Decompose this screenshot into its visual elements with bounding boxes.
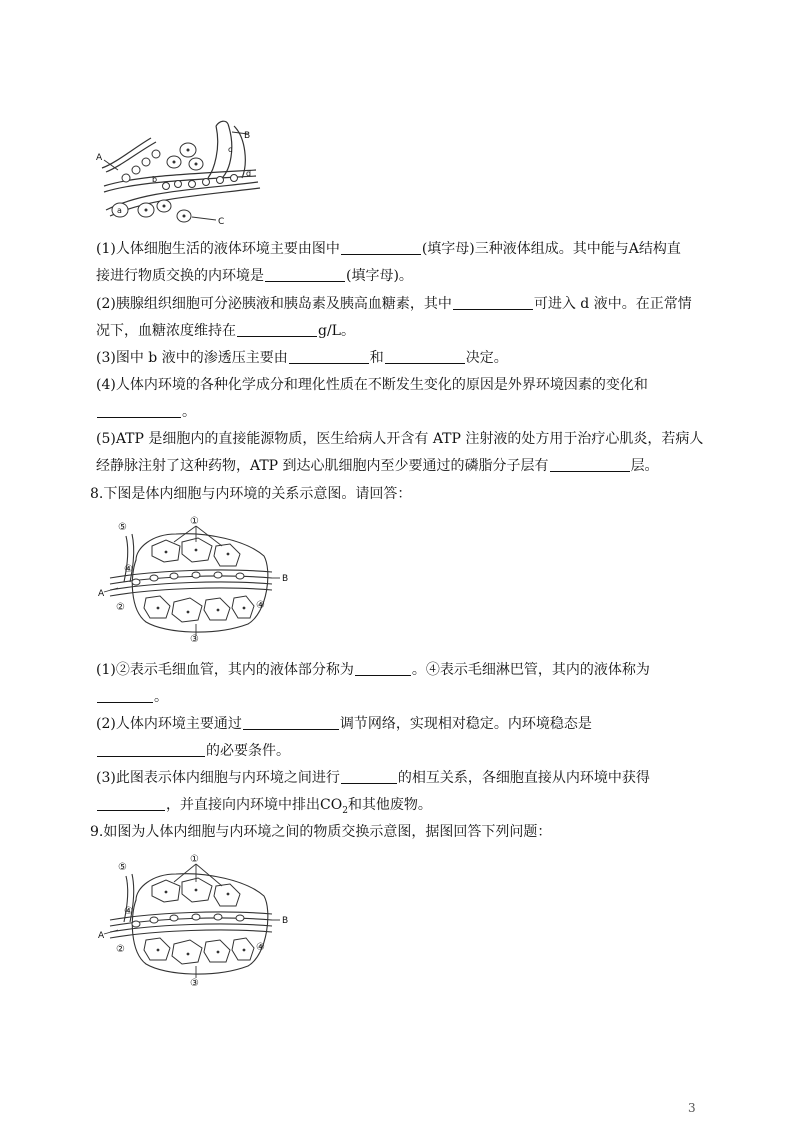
q7-part1-line1: (1)人体细胞生活的液体环境主要由图中 (填字母)三种液体组成。其中能与A结构直 (96, 241, 681, 257)
label-B: B (282, 574, 289, 584)
page-number: 3 (688, 1101, 696, 1115)
label-2: ② (116, 944, 125, 955)
q9-stem: 9.如图为人体内细胞与内环境之间的物质交换示意图，据图回答下列问题： (90, 824, 552, 840)
label-c: c (228, 145, 233, 154)
label-A: A (98, 931, 105, 941)
label-4-top: ④ (124, 906, 133, 917)
label-4: ④ (256, 600, 265, 611)
answer-blank[interactable] (341, 769, 397, 784)
figure-tissue-fluid-diagram (96, 118, 276, 228)
answer-blank[interactable] (453, 295, 533, 310)
q7-part4-line2: 。 (96, 403, 196, 421)
q8-part1-line2: 。 (96, 688, 168, 706)
q8-part3-line2: ，并直接向内环境中排出$CO_2$和其他废物。 (96, 796, 432, 820)
q7-part1-line2: 接进行物质交换的内环境是 (填字母)。 (96, 268, 413, 284)
figure-cell-environment-diagram-2 (96, 850, 296, 988)
q8-stem: 8.下图是体内细胞与内环境的关系示意图。请回答： (90, 486, 412, 502)
label-B: B (282, 916, 289, 926)
answer-blank[interactable] (237, 322, 317, 337)
q7-part5-line1: (5)ATP 是细胞内的直接能源物质，医生给病人开含有 ATP 注射液的处方用于治疗心肌炎，若病人 (96, 431, 704, 447)
answer-blank[interactable] (341, 240, 421, 255)
label-4-top: ④ (124, 564, 133, 575)
answer-blank[interactable] (243, 715, 339, 730)
label-a: a (117, 206, 122, 215)
answer-blank[interactable] (97, 796, 165, 811)
figure-cell-environment-diagram-1 (96, 512, 296, 642)
label-3: ③ (190, 978, 199, 988)
q7-part5-line2: 经静脉注射了这种药物，ATP 到达心肌细胞内至少要通过的磷脂分子层有 层。 (96, 458, 659, 474)
q8-part1-line1: (1)②表示毛细血管，其内的液体部分称为 。④表示毛细淋巴管，其内的液体称为 (96, 662, 650, 678)
answer-blank[interactable] (97, 688, 153, 703)
answer-blank[interactable] (289, 349, 369, 364)
answer-blank[interactable] (97, 742, 205, 757)
label-5: ⑤ (118, 522, 127, 533)
q8-part3-line1: (3)此图表示体内细胞与内环境之间进行 的相互关系，各细胞直接从内环境中获得 (96, 770, 650, 786)
label-2: ② (116, 602, 125, 613)
label-b: b (152, 175, 158, 184)
answer-blank[interactable] (550, 457, 630, 472)
answer-blank[interactable] (355, 661, 411, 676)
q7-part2-line2: 况下，血糖浓度维持在 g/L。 (96, 323, 355, 339)
label-4: ④ (256, 942, 265, 953)
label-C: C (218, 217, 225, 227)
answer-blank[interactable] (97, 403, 181, 418)
label-d: d (246, 169, 252, 178)
answer-blank[interactable] (385, 349, 465, 364)
label-A: A (98, 589, 105, 599)
label-B: B (244, 131, 251, 141)
label-5: ⑤ (118, 862, 127, 873)
label-A: A (96, 153, 103, 163)
label-3: ③ (190, 634, 199, 642)
q8-part2-line1: (2)人体内环境主要通过 调节网络，实现相对稳定。内环境稳态是 (96, 716, 592, 732)
answer-blank[interactable] (265, 267, 345, 282)
q7-part3: (3)图中 b 液中的渗透压主要由 和 决定。 (96, 350, 508, 366)
q7-part2-line1: (2)胰腺组织细胞可分泌胰液和胰岛素及胰高血糖素，其中 可进入 d 液中。在正常情 (96, 296, 692, 312)
q7-part4-line1: (4)人体内环境的各种化学成分和理化性质在不断发生变化的原因是外界环境因素的变化和 (96, 377, 648, 393)
label-1: ① (190, 854, 199, 865)
q8-part2-line2: 的必要条件。 (96, 742, 290, 760)
label-1: ① (190, 516, 199, 527)
